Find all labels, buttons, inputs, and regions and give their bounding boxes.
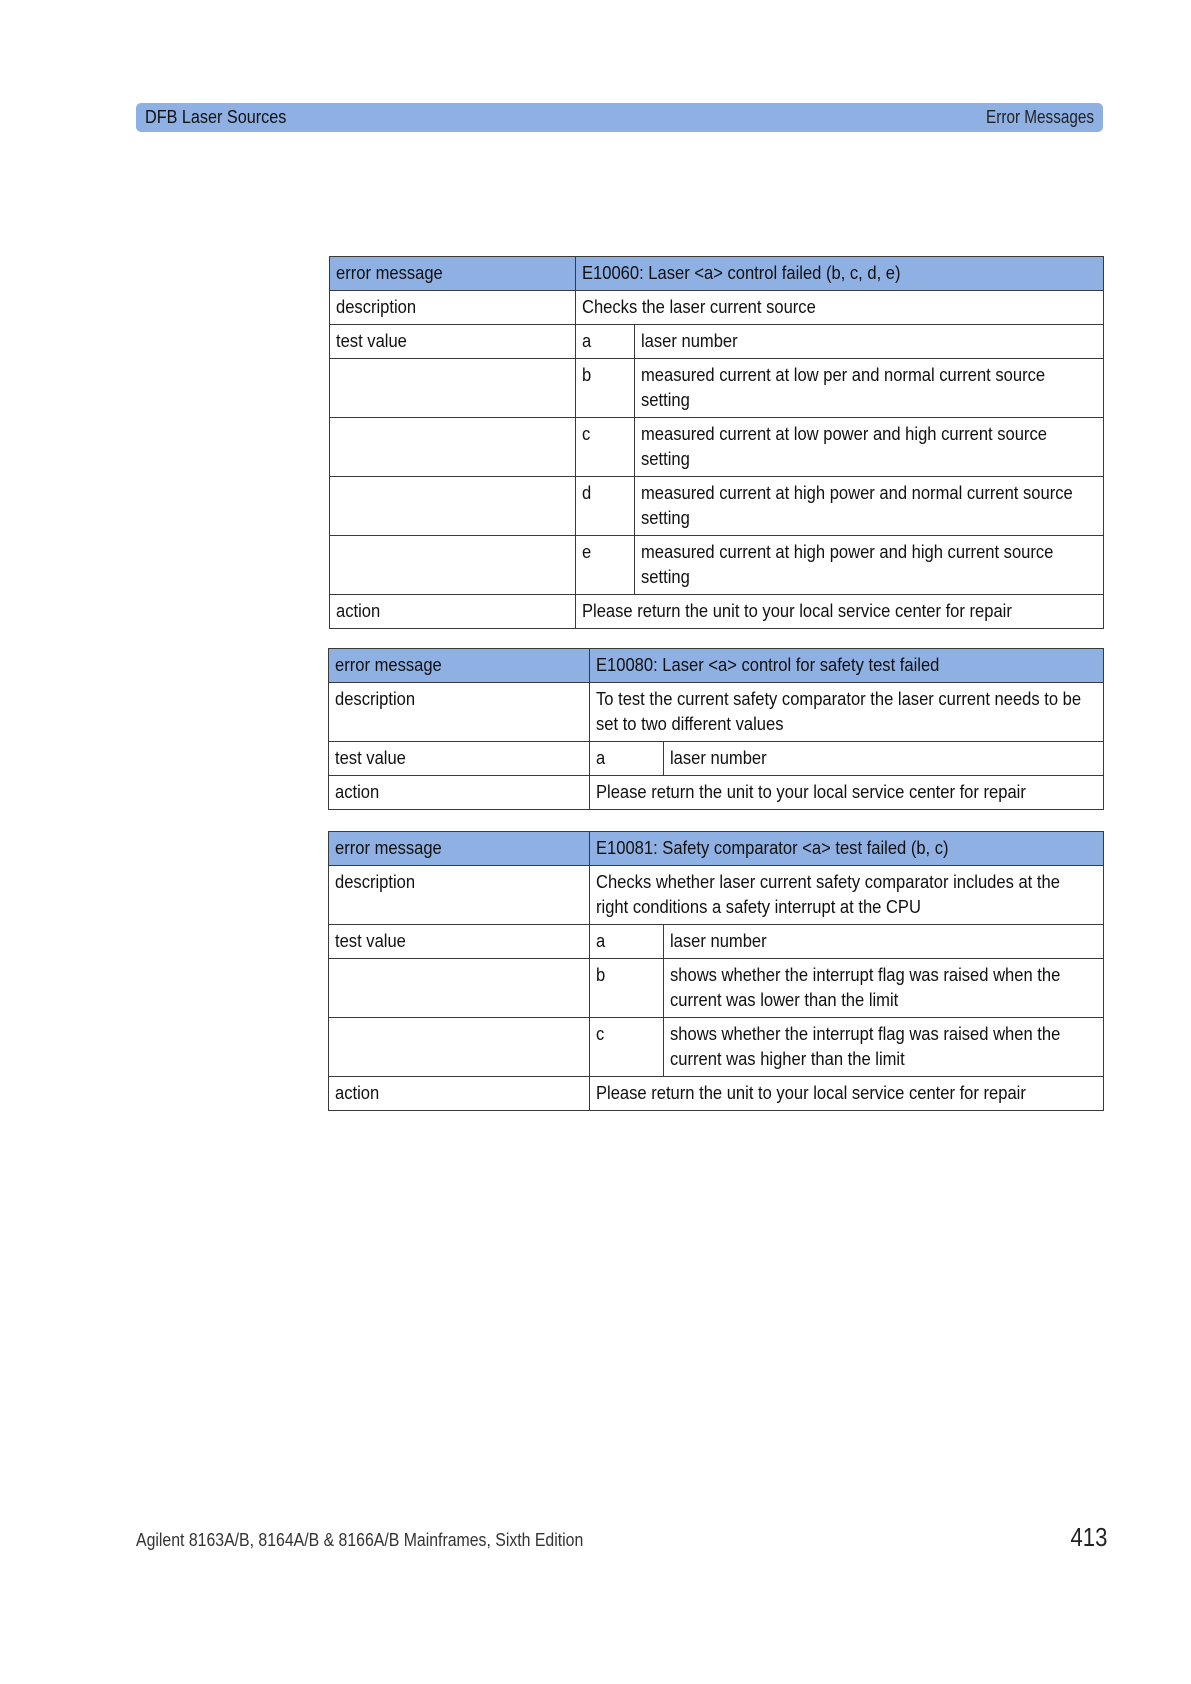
action-text: Please return the unit to your local service center for repair: [576, 595, 1104, 629]
test-value-key: d: [576, 477, 635, 536]
test-value-label: test value: [329, 925, 590, 959]
test-value-key: a: [590, 925, 664, 959]
description-label: description: [329, 866, 590, 925]
description-label: description: [329, 683, 590, 742]
empty-cell: [330, 477, 576, 536]
description-text: To test the current safety comparator the laser current needs to be set to two different values: [590, 683, 1104, 742]
test-value-text: measured current at low per and normal current source setting: [635, 359, 1104, 418]
error-message-label: error message: [329, 832, 590, 866]
error-table-e10081: [328, 831, 1104, 1111]
test-value-text: laser number: [635, 325, 1104, 359]
footer-text: Agilent 8163A/B, 8164A/B & 8166A/B Mainframes, Sixth Edition: [136, 1530, 584, 1550]
action-label: action: [329, 1077, 590, 1111]
error-table-e10060: [329, 256, 1104, 629]
description-text: Checks the laser current source: [576, 291, 1104, 325]
table-row: [330, 477, 1104, 536]
table-row: [330, 418, 1104, 477]
action-text: Please return the unit to your local service center for repair: [590, 1077, 1104, 1111]
test-value-key: b: [590, 959, 664, 1018]
empty-cell: [330, 536, 576, 595]
table-row: [330, 359, 1104, 418]
empty-cell: [330, 359, 576, 418]
error-code: E10080: Laser <a> control for safety test failed: [590, 649, 1104, 683]
test-value-key: e: [576, 536, 635, 595]
description-text: Checks whether laser current safety comparator includes at the right conditions a safety interrupt at the CPU: [590, 866, 1104, 925]
table-row: [329, 959, 1104, 1018]
test-value-text: measured current at high power and normal current source setting: [635, 477, 1104, 536]
table-row: [329, 832, 1104, 866]
section-title: Error Messages: [986, 107, 1094, 127]
test-value-text: shows whether the interrupt flag was raised when the current was lower than the limit: [664, 959, 1104, 1018]
action-text: Please return the unit to your local service center for repair: [590, 776, 1104, 810]
table-row: [329, 925, 1104, 959]
error-code: E10081: Safety comparator <a> test failed (b, c): [590, 832, 1104, 866]
test-value-text: measured current at high power and high current source setting: [635, 536, 1104, 595]
test-value-key: a: [590, 742, 664, 776]
table-row: [330, 257, 1104, 291]
test-value-text: laser number: [664, 742, 1104, 776]
test-value-key: c: [590, 1018, 664, 1077]
table-row: [329, 683, 1104, 742]
action-label: action: [330, 595, 576, 629]
table-row: [329, 1018, 1104, 1077]
running-header: [136, 103, 1103, 132]
page-number: 413: [1070, 1522, 1107, 1552]
table-row: [330, 291, 1104, 325]
chapter-title: DFB Laser Sources: [145, 107, 287, 127]
table-row: [330, 325, 1104, 359]
test-value-key: a: [576, 325, 635, 359]
test-value-key: b: [576, 359, 635, 418]
error-message-label: error message: [330, 257, 576, 291]
description-label: description: [330, 291, 576, 325]
empty-cell: [329, 959, 590, 1018]
empty-cell: [330, 418, 576, 477]
test-value-label: test value: [330, 325, 576, 359]
table-row: [330, 595, 1104, 629]
error-table-e10080: [328, 648, 1104, 810]
table-row: [329, 742, 1104, 776]
test-value-text: measured current at low power and high current source setting: [635, 418, 1104, 477]
table-row: [329, 776, 1104, 810]
table-row: [329, 649, 1104, 683]
action-label: action: [329, 776, 590, 810]
table-row: [329, 866, 1104, 925]
error-code: E10060: Laser <a> control failed (b, c, d, e): [576, 257, 1104, 291]
test-value-label: test value: [329, 742, 590, 776]
table-row: [329, 1077, 1104, 1111]
table-row: [330, 536, 1104, 595]
test-value-text: laser number: [664, 925, 1104, 959]
test-value-text: shows whether the interrupt flag was raised when the current was higher than the limit: [664, 1018, 1104, 1077]
empty-cell: [329, 1018, 590, 1077]
error-message-label: error message: [329, 649, 590, 683]
test-value-key: c: [576, 418, 635, 477]
